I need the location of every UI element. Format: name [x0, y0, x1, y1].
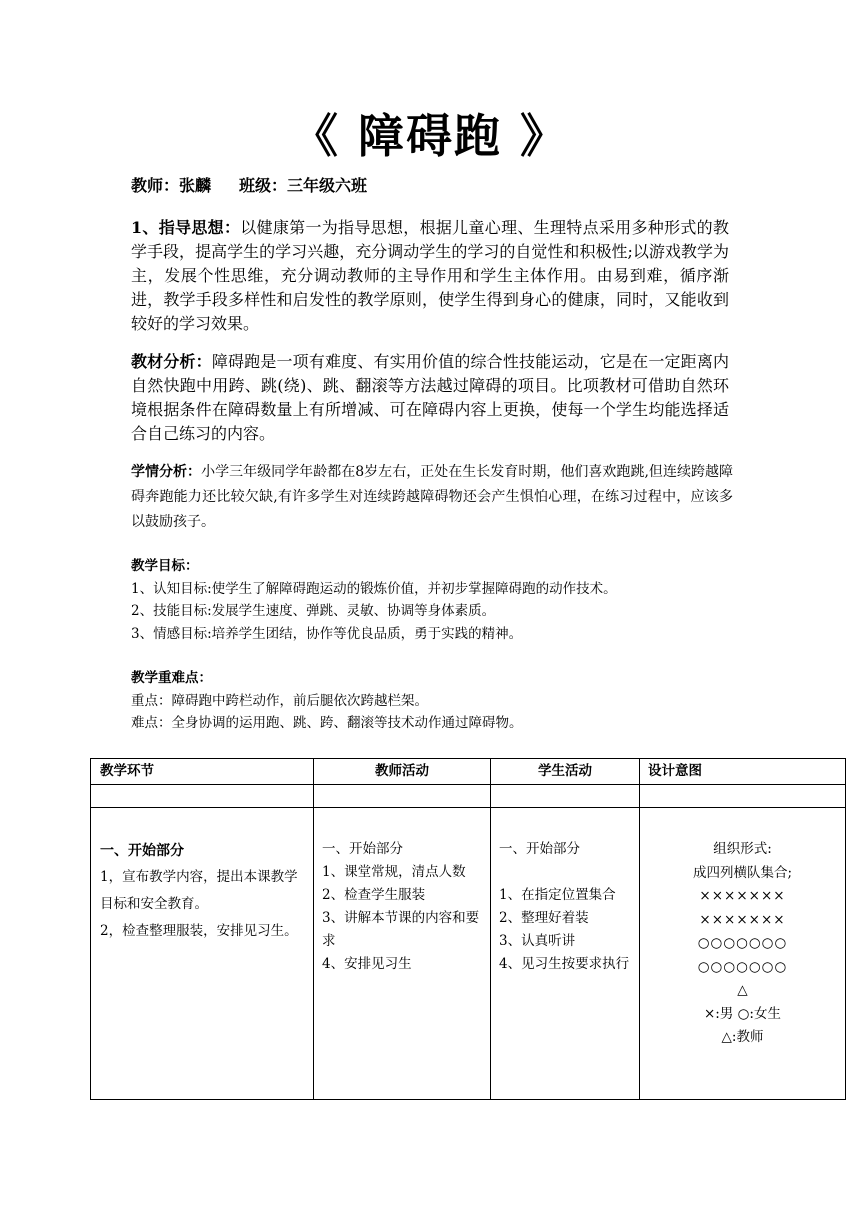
table-header-row: [91, 759, 846, 785]
teaching-objectives-heading: 教学目标：: [131, 558, 199, 574]
key-difficult-points: [131, 667, 751, 735]
stage-line: 1，宣布教学内容，提出本课教学目标和安全教育。: [100, 869, 298, 912]
table-spacer-row: [91, 785, 846, 808]
formation-description: 成四列横队集合;: [692, 864, 793, 881]
page-title: 《 障碍跑 》: [291, 109, 569, 163]
formation-row-male: ×××××××: [699, 888, 786, 904]
header-design-intent: 设计意图: [640, 759, 846, 785]
class-name: 班级：三年级六班: [239, 176, 368, 195]
objective-item: 3、情感目标:培养学生团结，协作等优良品质，勇于实践的精神。: [131, 625, 523, 642]
student-activity-line: 1、在指定位置集合: [499, 887, 616, 903]
formation-row-female: ○○○○○○○: [697, 958, 788, 975]
guiding-thought-label: 1、指导思想：: [131, 218, 241, 237]
header-teacher-activity: 教师活动: [314, 759, 491, 785]
formation-row-female: ○○○○○○○: [697, 935, 788, 951]
objective-item: 1、认知目标:使学生了解障碍跑运动的锻炼价值，并初步掌握障碍跑的动作技术。: [131, 580, 617, 597]
teaching-objectives: [131, 555, 751, 645]
student-activity-cell: [491, 808, 640, 1100]
teacher-position-marker: △: [737, 982, 748, 998]
formation-legend-gender: ×:男 ○:女生: [704, 1005, 781, 1022]
student-activity-line: 4、见习生按要求执行: [499, 956, 630, 972]
stage-heading: 一、开始部分: [100, 843, 184, 859]
student-activity-heading: 一、开始部分: [499, 841, 580, 857]
stage-line: 2，检查整理服装，安排见习生。: [100, 923, 298, 939]
key-point-item: 重点：障碍跑中跨栏动作，前后腿依次跨越栏架。: [131, 692, 428, 709]
teacher-activity-cell: [314, 808, 491, 1100]
student-analysis-text: 小学三年级同学年龄都在8岁左右，正处在生长发育时期，他们喜欢跑跳,但连续跨越障碍奔跑能力还比较欠缺,有许多学生对连续跨越障碍物还会产生惧怕心理，在练习过程中，应该多以鼓励孩子。: [131, 464, 733, 530]
empty-cell: [491, 785, 640, 808]
teacher-activity-line: 1、课堂常规，清点人数: [322, 864, 466, 880]
material-analysis-text: 障碍跑是一项有难度、有实用价值的综合性技能运动，它是在一定距离内自然快跑中用跨、跳(绕)、跳、翻滚等方法越过障碍的项目。比项教材可借助自然环境根据条件在障碍数量上有所增减、可在障碍内容上更换，使每一个学生均能选择适合自己练习的内容。: [131, 352, 729, 443]
header-teaching-stage: 教学环节: [91, 759, 314, 785]
student-analysis-paragraph: [131, 460, 733, 535]
teacher-activity-line: 一、开始部分: [322, 841, 403, 857]
formation-row-male: ×××××××: [699, 911, 786, 928]
header-student-activity: 学生活动: [491, 759, 640, 785]
teacher-activity-line: 3、讲解本节课的内容和要求: [322, 910, 480, 949]
formation-label: 组织形式:: [713, 841, 772, 857]
formation-legend-teacher: △:教师: [721, 1029, 764, 1045]
key-point-item: 难点：全身协调的运用跑、跳、跨、翻滚等技术动作通过障碍物。: [131, 715, 523, 731]
student-activity-line: 3、认真听讲: [499, 933, 576, 949]
empty-cell: [314, 785, 491, 808]
empty-cell: [640, 785, 846, 808]
key-points-heading: 教学重难点：: [131, 670, 212, 686]
objective-item: 2、技能目标:发展学生速度、弹跳、灵敏、协调等身体素质。: [131, 603, 496, 619]
material-analysis-label: 教材分析：: [131, 352, 212, 371]
teacher-activity-line: 2、检查学生服装: [322, 887, 426, 903]
teacher-name: 教师：张麟: [131, 176, 212, 195]
empty-cell: [91, 785, 314, 808]
guiding-thought-paragraph: [131, 216, 729, 336]
teacher-class-line: [131, 175, 367, 197]
lesson-plan-table: [90, 758, 846, 1100]
material-analysis-paragraph: [131, 350, 729, 446]
table-row: [91, 808, 846, 1100]
student-activity-line: 2、整理好着装: [499, 910, 589, 926]
guiding-thought-text: 以健康第一为指导思想，根据儿童心理、生理特点采用多种形式的教学手段，提高学生的学习兴趣，充分调动学生的学习的自觉性和积极性;以游戏教学为主，发展个性思维，充分调动教师的主导作用和学生主体作用。由易到难，循序渐进，教学手段多样性和启发性的教学原则，使学生得到身心的健康，同时，又能收到较好的学习效果。: [131, 218, 729, 333]
design-intent-cell: [640, 808, 846, 1100]
teaching-stage-cell: [91, 808, 314, 1100]
student-analysis-label: 学情分析：: [131, 464, 202, 480]
teacher-activity-line: 4、安排见习生: [322, 956, 412, 972]
